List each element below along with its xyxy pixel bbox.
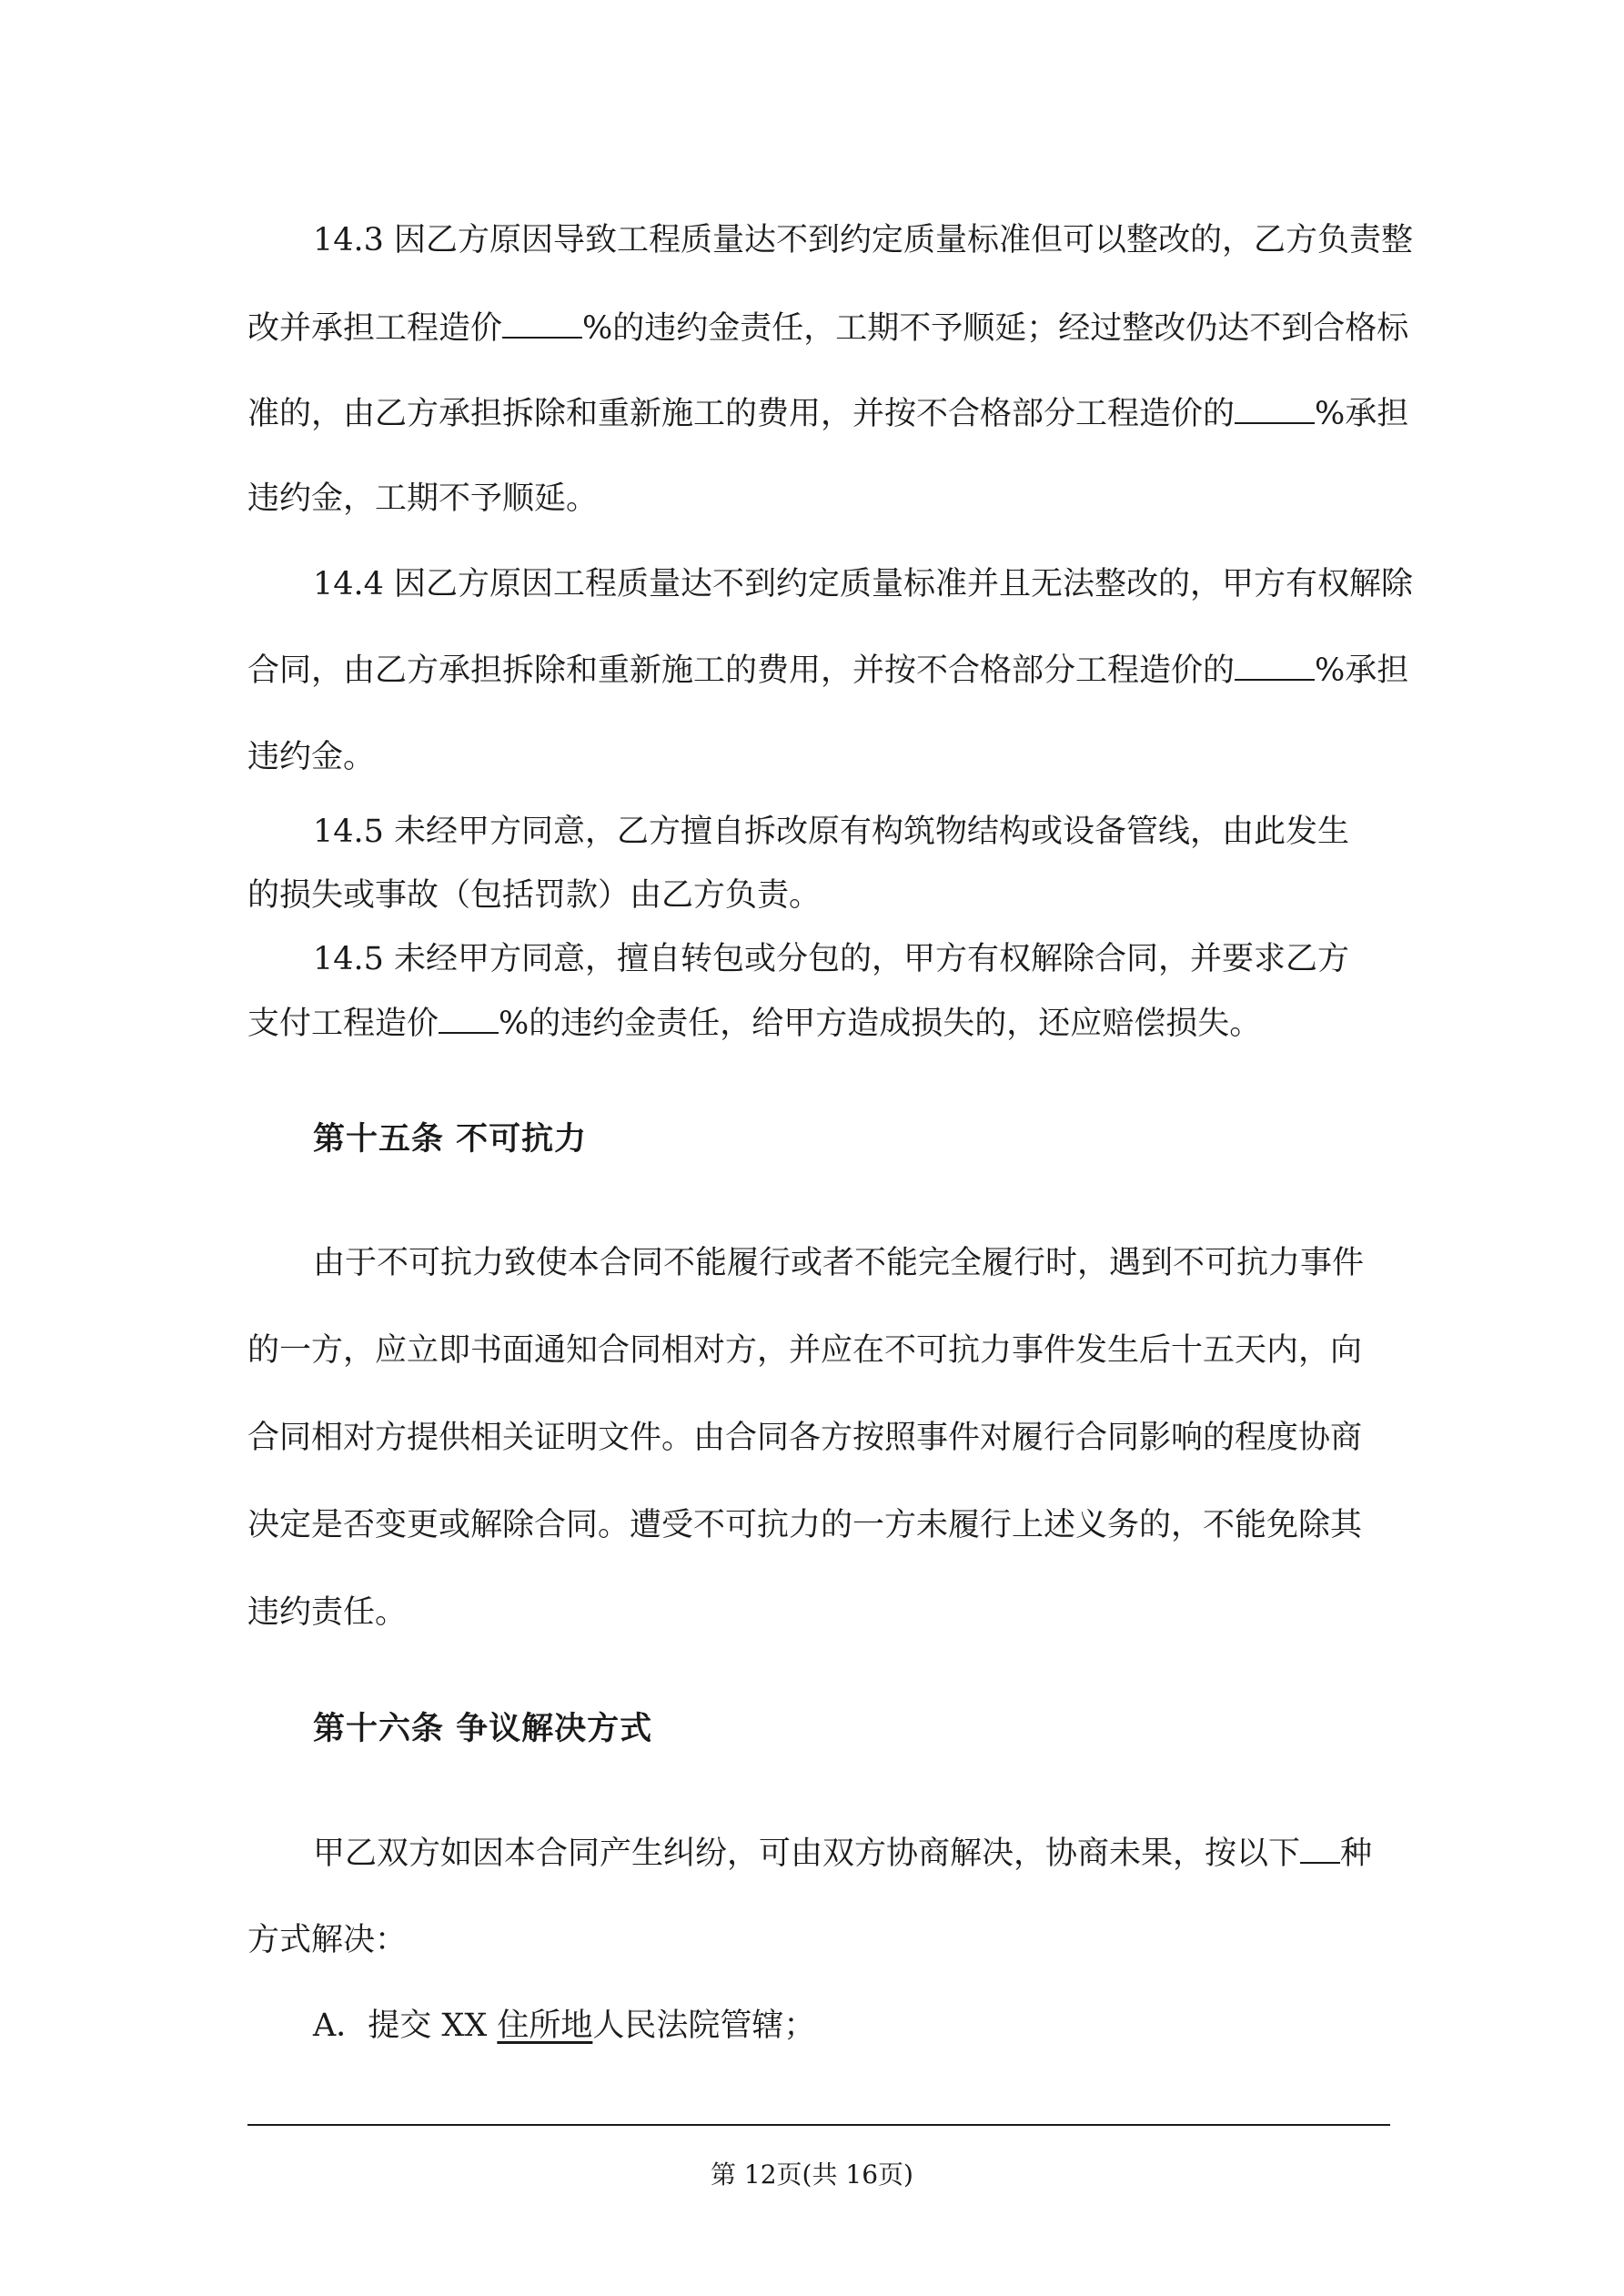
article-16-line-2: 方式解决： xyxy=(247,1922,408,1958)
clause-14-3-line-4: 违约金，工期不予顺延。 xyxy=(247,480,599,517)
clause-14-5a-line-2: 的损失或事故（包括罚款）由乙方负责。 xyxy=(247,877,822,914)
footer-divider xyxy=(247,2124,1390,2126)
clause-14-4-line-2: 合同，由乙方承担拆除和重新施工的费用，并按不合格部分工程造价的 %承担 xyxy=(247,652,1409,689)
clause-14-5b-line-2: 支付工程造价 %的违约金责任，给甲方造成损失的，还应赔偿损失。 xyxy=(247,1006,1262,1042)
article-15-line-1: 由于不可抗力致使本合同不能履行或者不能完全履行时，遇到不可抗力事件 xyxy=(313,1245,1365,1281)
clause-14-3-line-3: 准的，由乙方承担拆除和重新施工的费用，并按不合格部分工程造价的 %承担 xyxy=(247,396,1409,432)
article-15-line-4: 决定是否变更或解除合同。遭受不可抗力的一方未履行上述义务的，不能免除其 xyxy=(247,1507,1363,1543)
fill-blank xyxy=(1235,395,1315,424)
page-number: 第 12页(共 16页) xyxy=(711,2159,913,2190)
fill-blank xyxy=(1300,1835,1340,1864)
clause-14-5b-line-1: 14.5 未经甲方同意，擅自转包或分包的，甲方有权解除合同，并要求乙方 xyxy=(313,941,1350,977)
clause-14-3-line-1: 14.3 因乙方原因导致工程质量达不到约定质量标准但可以整改的，乙方负责整 xyxy=(313,222,1414,258)
article-16-line-1: 甲乙双方如因本合同产生纠纷，可由双方协商解决，协商未果，按以下 种 xyxy=(313,1836,1373,1872)
article-15-heading: 第十五条 不可抗力 xyxy=(313,1120,588,1158)
fill-blank xyxy=(502,309,582,339)
fill-blank xyxy=(439,1005,499,1034)
clause-14-4-line-3: 违约金。 xyxy=(247,739,376,775)
article-15-line-3: 合同相对方提供相关证明文件。由合同各方按照事件对履行合同影响的程度协商 xyxy=(247,1420,1363,1456)
clause-14-5a-line-1: 14.5 未经甲方同意，乙方擅自拆改原有构筑物结构或设备管线，由此发生 xyxy=(313,814,1350,850)
article-15-line-5: 违约责任。 xyxy=(247,1594,408,1631)
article-16-option-a: A．提交 XX 住所地人民法院管辖； xyxy=(313,2008,816,2044)
article-15-line-2: 的一方，应立即书面通知合同相对方，并应在不可抗力事件发生后十五天内，向 xyxy=(247,1332,1363,1369)
clause-14-3-line-2: 改并承担工程造价 %的违约金责任，工期不予顺延；经过整改仍达不到合格标 xyxy=(247,310,1409,347)
fill-blank xyxy=(1235,652,1315,681)
article-16-heading: 第十六条 争议解决方式 xyxy=(313,1710,653,1747)
clause-14-4-line-1: 14.4 因乙方原因工程质量达不到约定质量标准并且无法整改的，甲方有权解除 xyxy=(313,566,1414,602)
